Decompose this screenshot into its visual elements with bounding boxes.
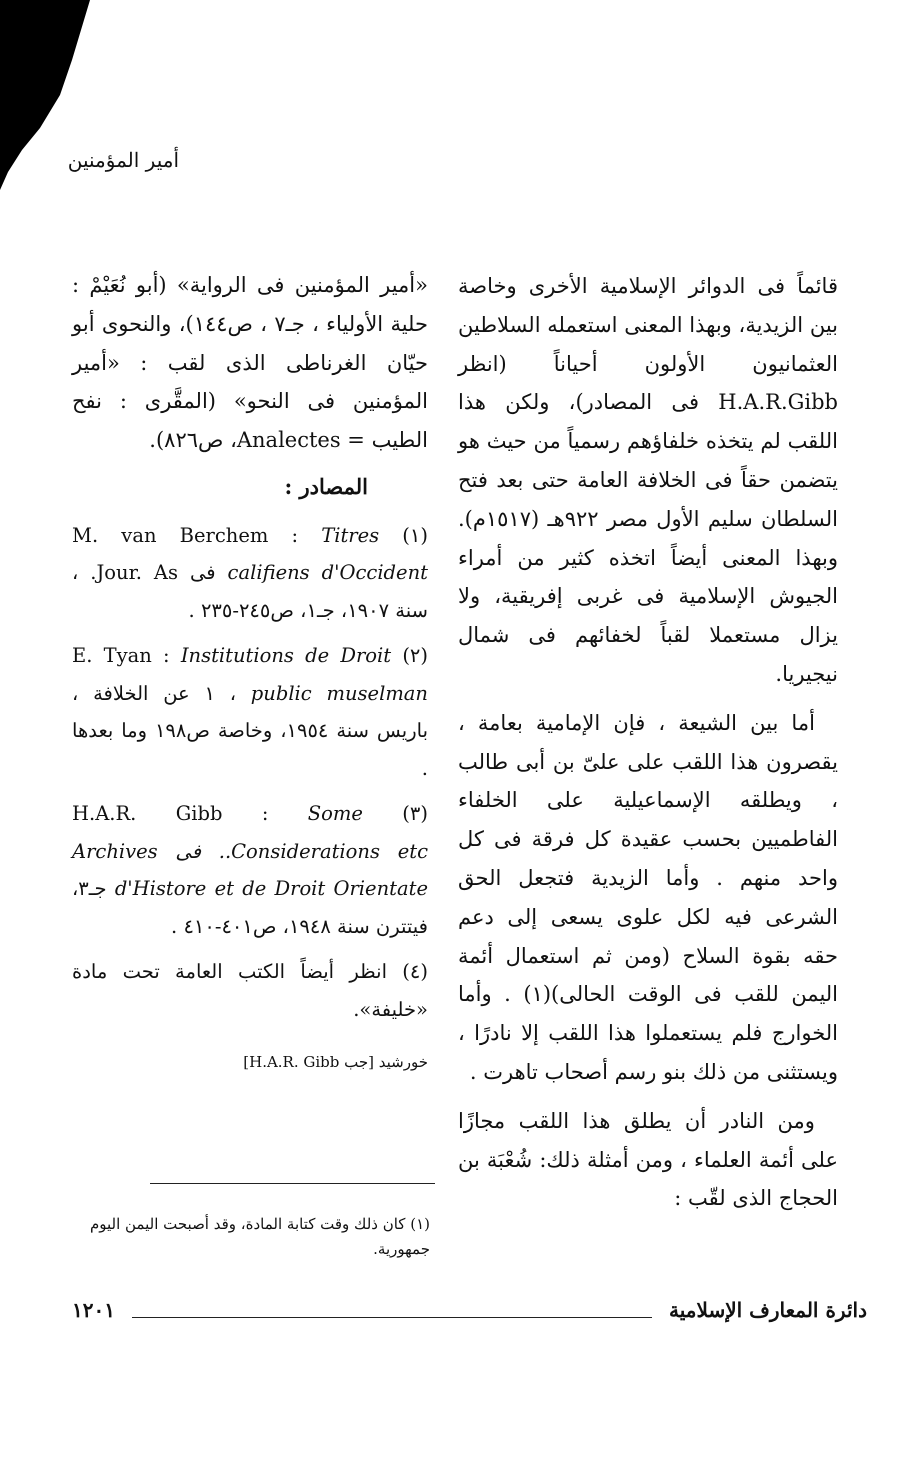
source-number: (٤) — [402, 960, 428, 984]
source-details: فى Jour. As. ، سنة ١٩٠٧، جـ١، ص٢٤٥-٢٣٥ . — [72, 561, 428, 622]
paragraph: قائماً فى الدوائر الإسلامية الأخرى وخاصة بين الزيدية، وبهذا المعنى استعمله السلاطين العثمانيون الأولون أحياناً (انظر H.A.R.Gibb فى المصادر)، ولكن هذا اللقب لم يتخذه خلفاؤهم رسمياً من حيث هو يتضمن حقاً فى الخلافة العامة حتى بعد فتح السلطان سليم الأول مصر ٩٢٢هـ (١٥١٧م). وبهذا المعنى أيضاً اتخذه كثير من أمراء الجيوش الإسلامية فى غربى إفريقية، ولا يزال مستعملا لقباً لخفائهم فى شمال نيجيريا. — [458, 274, 838, 686]
source-details: انظر أيضاً الكتب العامة تحت مادة «خليفة». — [72, 960, 428, 1021]
page-number: ١٢٠١ — [72, 1298, 115, 1322]
source-entry — [72, 517, 428, 630]
source-author: M. van Berchem : — [72, 523, 299, 547]
source-number: (٣) — [402, 802, 428, 826]
running-title: أمير المؤمنين — [67, 148, 179, 172]
right-column — [458, 267, 838, 1218]
source-title: Some Considerations etc.. فى Archives d'Histore et de Droit Orientate — [72, 802, 428, 901]
source-details: جـ٣، فيتترن سنة ١٩٤٨، ص٤٠١-٤١٠ . — [72, 877, 428, 938]
source-entry — [72, 637, 428, 787]
source-number: (٢) — [402, 644, 429, 668]
source-details: ، ١ عن الخلافة ، باريس سنة ١٩٥٤، وخاصة ص١٩٨ وما بعدها . — [72, 681, 428, 780]
paragraph: ومن النادر أن يطلق هذا اللقب مجازًا على أئمة العلماء ، ومن أمثلة ذلك: شُعْبَة بن الحجاج الذى لقّب : — [458, 1108, 838, 1211]
footer-title: دائرة المعارف الإسلامية — [669, 1298, 867, 1322]
source-title: Titres califiens d'Occident — [227, 523, 428, 585]
left-column — [72, 266, 428, 1074]
source-number: (١) — [402, 523, 428, 547]
author-signature: خورشيد [جب H.A.R. Gibb] — [243, 1053, 428, 1072]
source-entry — [72, 795, 428, 945]
paragraph: أما بين الشيعة ، فإن الإمامية بعامة ، يقصرون هذا اللقب على علىّ بن أبى طالب ، ويطلقه الإسماعيلية على الخلفاء الفاطميين بحسب عقيدة كل فرقة فى كل واحد منهم . وأما الزيدية فتجعل الحق الشرعى فيه لكل علوى يسعى إلى دعم حقه بقوة السلاح (ومن ثم استعمال أئمة اليمن للقب فى الوقت الحالى)(١) . وأما الخوارج فلم يستعملوا هذا اللقب إلا نادرًا ، ويستثنى من ذلك بنو رسم أصحاب تاهرت . — [458, 710, 839, 1084]
source-author: H.A.R. Gibb : — [72, 802, 269, 826]
paragraph: «أمير المؤمنين فى الرواية» (أبو نُعَيْمْ : حلية الأولياء ، جـ٧ ، ص١٤٤)، والنحوى أبو حيّان الغرناطى الذى لقب : «أمير المؤمنين فى النحو» (المقَّرى : نفح الطيب = Analectes، ص٨٢٦). — [72, 273, 428, 453]
footer-rule — [132, 1317, 652, 1318]
footnote-divider — [150, 1183, 435, 1184]
source-title: Institutions de Droit public muselman — [180, 644, 428, 705]
footnote: (١) كان ذلك وقت كتابة المادة، وقد أصبحت اليمن اليوم جمهورية. — [89, 1215, 430, 1258]
source-entry — [72, 953, 428, 1028]
source-author: E. Tyan : — [72, 644, 170, 668]
sources-heading: المصادر : — [284, 473, 368, 499]
